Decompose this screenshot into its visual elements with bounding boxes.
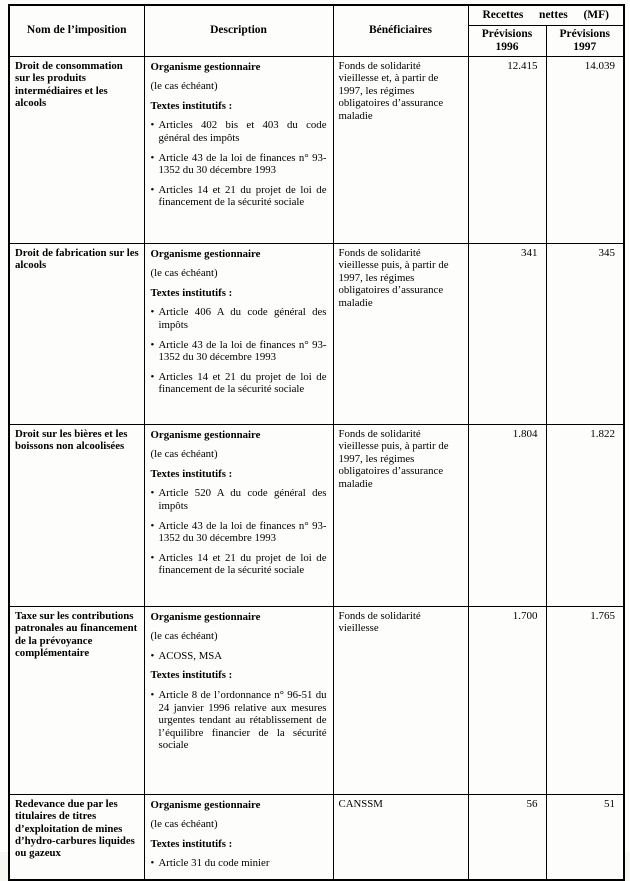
texte-item: • Article 43 de la loi de finances n° 93-1352 du 30 décembre 1993 [151,152,327,177]
prevision-1997-value: 345 [546,243,624,424]
prevision-1996-value: 1.804 [468,424,546,606]
tax-table [8,4,625,881]
imposition-name: Droit de consommation sur les produits intermédiaires et les alcools [9,56,144,243]
beneficiaires-cell: Fonds de solidarité vieillesse puis, à partir de 1997, les régimes obligatoires d’assurance maladie [333,424,468,606]
textes-label: Textes institutifs : [150,837,233,850]
organisme-note: (le cas échéant) [150,80,218,93]
imposition-name: Taxe sur les contributions patronales au financement de la prévoyance complémentaire [9,606,144,794]
organisme-label: Organisme gestionnaire [150,428,261,441]
column-header-previsions-1996: Prévisions 1996 [468,25,546,56]
textes-label: Textes institutifs : [150,99,233,112]
organisme-label: Organisme gestionnaire [150,247,261,260]
texte-item: • Article 43 de la loi de finances n° 93-1352 du 30 décembre 1993 [151,520,327,545]
textes-label: Textes institutifs : [150,669,233,682]
column-header-description: Description [144,5,333,56]
texte-item: • Articles 14 et 21 du projet de loi de financement de la sécurité sociale [151,184,327,209]
prevision-1997-value: 1.822 [546,424,624,606]
texte-item: • Article 406 A du code général des impôts [151,306,327,331]
column-header-nom: Nom de l’imposition [9,5,144,56]
texte-item: • Article 31 du code minier [151,857,327,870]
prevision-1996-value: 12.415 [468,56,546,243]
beneficiaires-cell: Fonds de solidarité vieillesse et, à partir de 1997, les régimes obligatoires d’assurance maladie [333,56,468,243]
description-cell [144,56,333,243]
texte-item: • Article 520 A du code général des impôts [151,487,327,512]
texte-item: • Articles 402 bis et 403 du code général des impôts [151,119,327,144]
prevision-1997-value: 14.039 [546,56,624,243]
prevision-1996-value: 1.700 [468,606,546,794]
prevision-1996-value: 341 [468,243,546,424]
organisme-item: • ACOSS, MSA [151,650,327,663]
texte-item: • Article 8 de l’ordonnance n° 96-51 du 24 janvier 1996 relative aux mesures urgentes tendant au rétablissement de l’équilibre financier de la sécurité sociale [151,689,327,752]
description-cell [144,794,333,880]
description-cell [144,424,333,606]
description-cell [144,606,333,794]
textes-label: Textes institutifs : [150,286,233,299]
organisme-label: Organisme gestionnaire [150,60,261,73]
textes-label: Textes institutifs : [150,467,233,480]
column-header-recettes-nettes: Recettes nettes (MF) [468,5,624,25]
table-row [9,243,624,424]
texte-item: • Articles 14 et 21 du projet de loi de financement de la sécurité sociale [151,552,327,577]
beneficiaires-cell: Fonds de solidarité vieillesse [333,606,468,794]
beneficiaires-cell: Fonds de solidarité vieillesse puis, à partir de 1997, les régimes obligatoires d’assurance maladie [333,243,468,424]
imposition-name: Droit de fabrication sur les alcools [9,243,144,424]
table-row [9,56,624,243]
organisme-label: Organisme gestionnaire [150,610,261,623]
imposition-name: Droit sur les bières et les boissons non alcoolisées [9,424,144,606]
table-row [9,424,624,606]
organisme-note: (le cas échéant) [150,818,218,831]
organisme-label: Organisme gestionnaire [150,798,261,811]
table-row [9,794,624,880]
prevision-1997-value: 51 [546,794,624,880]
texte-item: • Articles 14 et 21 du projet de loi de financement de la sécurité sociale [151,371,327,396]
imposition-name: Redevance due par les titulaires de titres d’exploitation de mines d’hydro-carbures liquides ou gazeux [9,794,144,880]
column-header-previsions-1997: Prévisions 1997 [546,25,624,56]
beneficiaires-cell: CANSSM [333,794,468,880]
prevision-1996-value: 56 [468,794,546,880]
organisme-note: (le cas échéant) [150,267,218,280]
organisme-note: (le cas échéant) [150,630,218,643]
texte-item: • Article 43 de la loi de finances n° 93-1352 du 30 décembre 1993 [151,339,327,364]
organisme-note: (le cas échéant) [150,448,218,461]
header-row-top [9,5,624,25]
column-header-beneficiaires: Bénéficiaires [333,5,468,56]
prevision-1997-value: 1.765 [546,606,624,794]
table-row [9,606,624,794]
description-cell [144,243,333,424]
